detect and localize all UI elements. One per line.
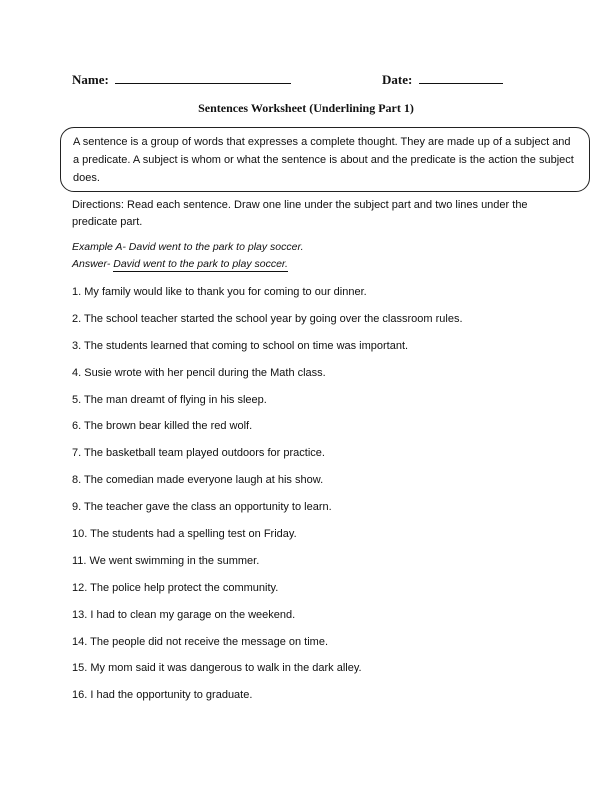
question-list — [72, 284, 542, 714]
date-label: Date: — [382, 72, 413, 87]
worksheet-title: Sentences Worksheet (Underlining Part 1) — [198, 101, 414, 115]
question-item: 12. The police help protect the community. — [72, 581, 279, 594]
answer-underlined-text: David went to the park to play soccer. — [113, 258, 288, 270]
question-item: 15. My mom said it was dangerous to walk in the dark alley. — [72, 662, 362, 675]
definition-text: A sentence is a group of words that expresses a complete thought. They are made up of a subject and a predicate. A subject is whom or what the sentence is about and the predicate is the action the subject does. — [73, 136, 574, 184]
worksheet-header — [72, 70, 540, 90]
question-item: 6. The brown bear killed the red wolf. — [72, 420, 253, 433]
example-line: Example A- David went to the park to play soccer. — [72, 241, 304, 253]
date-blank-line[interactable] — [419, 70, 503, 84]
definition-box — [60, 127, 590, 192]
question-item: 11. We went swimming in the summer. — [72, 554, 260, 567]
name-blank-line[interactable] — [115, 70, 291, 84]
question-item: 8. The comedian made everyone laugh at his show. — [72, 474, 324, 487]
example-answer — [72, 256, 532, 273]
question-item: 4. Susie wrote with her pencil during the Math class. — [72, 366, 326, 379]
answer-label: Answer- — [72, 258, 111, 270]
question-item: 7. The basketball team played outdoors for practice. — [72, 447, 325, 460]
question-item: 3. The students learned that coming to school on time was important. — [72, 339, 409, 352]
question-item: 13. I had to clean my garage on the weekend. — [72, 608, 296, 621]
question-item: 5. The man dreamt of flying in his sleep. — [72, 393, 267, 406]
directions-text: Directions: Read each sentence. Draw one line under the subject part and two lines under the predicate part. — [72, 199, 528, 228]
date-field — [382, 70, 503, 88]
question-item: 16. I had the opportunity to graduate. — [72, 689, 253, 702]
question-item: 9. The teacher gave the class an opportunity to learn. — [72, 501, 332, 514]
question-item: 10. The students had a spelling test on Friday. — [72, 528, 297, 541]
question-item: 14. The people did not receive the message on time. — [72, 635, 329, 648]
question-item: 2. The school teacher started the school year by going over the classroom rules. — [72, 312, 463, 325]
name-label: Name: — [72, 72, 109, 87]
question-item: 1. My family would like to thank you for coming to our dinner. — [72, 286, 367, 298]
name-field — [72, 70, 291, 88]
example-block — [72, 239, 532, 273]
